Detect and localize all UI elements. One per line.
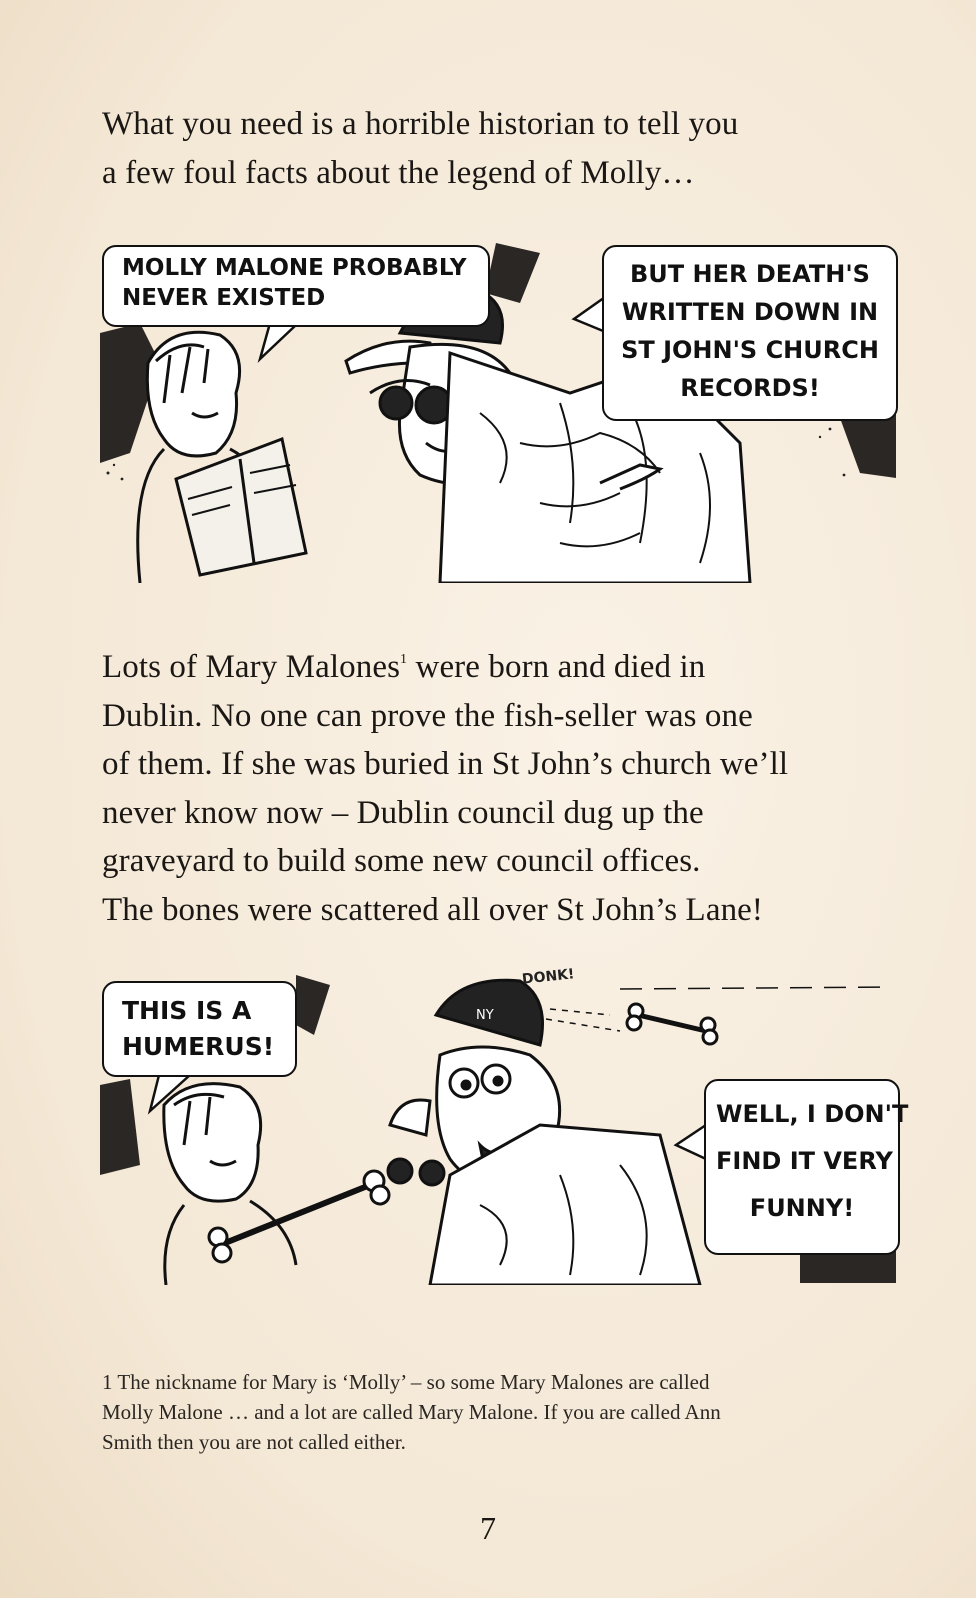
body-line: Dublin. No one can prove the fish-seller was one [102,697,753,734]
body-line [102,636,788,692]
bubble-line: MOLLY MALONE PROBABLY [122,255,467,281]
bubble-line: THIS IS A [122,996,252,1025]
body-text: Lots of Mary Malones [102,649,401,685]
bubble-line: HUMERUS! [122,1032,275,1061]
speech-bubble-man [602,245,898,421]
body-line: graveyard to build some new council offices. [102,843,701,879]
bubble-line: RECORDS! [680,374,820,402]
body-paragraph [102,636,788,934]
bubble-line: FUNNY! [749,1194,855,1222]
bubble-line: ST JOHN'S CHURCH [621,336,879,364]
cartoon-panel-1 [100,243,896,583]
bubble-line: WELL, I DON'T [716,1100,909,1128]
sound-effect: DONK! [521,966,576,988]
intro-line: What you need is a horrible historian to tell you [102,106,739,142]
intro-paragraph [102,100,738,197]
footnote-line: 1 The nickname for Mary is ‘Molly’ – so some Mary Malones are called [102,1370,710,1394]
footnote-line: Smith then you are not called either. [102,1430,406,1454]
footnote-marker: 1 [400,652,408,667]
speech-bubble-boy [102,981,297,1077]
speech-bubble-man [704,1079,909,1255]
intro-line: a few foul facts about the legend of Molly… [102,154,695,191]
page-number: 7 [480,1510,496,1546]
bubble-line: FIND IT VERY [716,1147,893,1175]
footnote-line: Molly Malone … and a lot are called Mary Malone. If you are called Ann [102,1400,721,1424]
body-line: The bones were scattered all over St John’s Lane! [102,891,764,928]
body-line: of them. If she was buried in St John’s church we’ll [102,746,789,782]
cap-logo: NY [476,1008,494,1023]
body-line: never know now – Dublin council dug up the [102,794,704,831]
bubble-line: NEVER EXISTED [122,285,326,311]
footnote [102,1367,902,1457]
body-text: were born and died in [407,649,706,685]
bubble-line: WRITTEN DOWN IN [621,298,879,326]
bubble-line: BUT HER DEATH'S [630,260,870,288]
cartoon-panel-2 [100,966,909,1285]
speech-bubble-boy [102,245,490,327]
